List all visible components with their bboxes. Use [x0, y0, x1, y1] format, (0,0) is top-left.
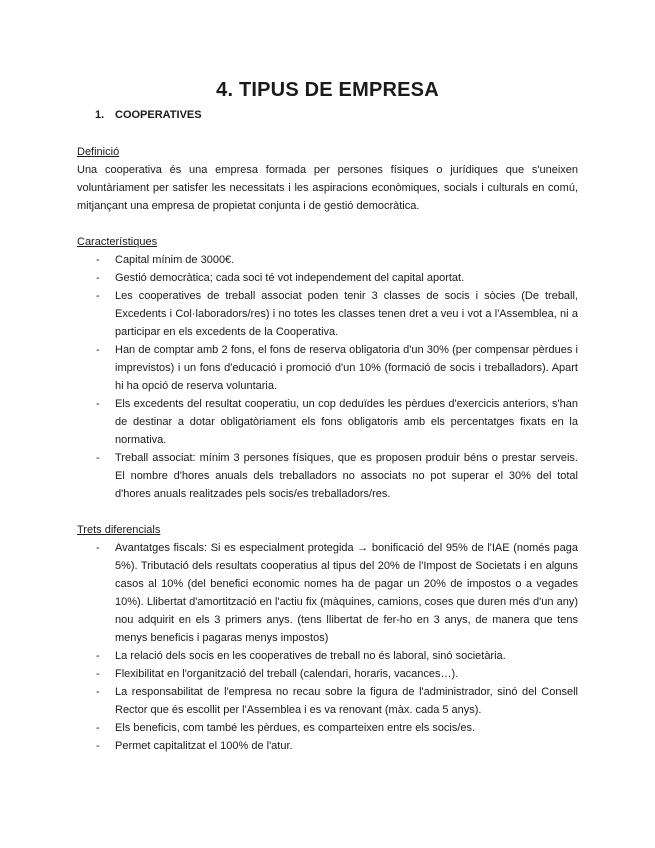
list-item	[77, 683, 578, 719]
list-item-text: Gestió democràtica; cada soci té vot independement del capital aportat.	[115, 272, 465, 284]
trets-list	[77, 539, 578, 755]
list-item-text: Les cooperatives de treball associat poden tenir 3 classes de socis i sòcies (De treball, Excedents i Col·laboradors/res) i no totes les classes tenen dret a veu i vot a l'Assemblea, ni a participar en els excedents de la Cooperativa.	[115, 290, 578, 338]
dash-bullet: -	[96, 344, 100, 356]
trets-section	[77, 521, 578, 755]
list-item	[77, 539, 578, 647]
subheading-number: 1.	[95, 109, 105, 121]
list-item-text: Els beneficis, com també les pèrdues, es comparteixen entre els socis/es.	[115, 722, 476, 734]
list-item	[77, 287, 578, 341]
list-item	[77, 251, 578, 269]
list-item	[77, 719, 578, 737]
definicio-heading: Definició	[77, 146, 120, 158]
dash-bullet: -	[96, 272, 100, 284]
list-item	[77, 647, 578, 665]
list-item	[77, 395, 578, 449]
list-item-text: Han de comptar amb 2 fons, el fons de reserva obligatoria d'un 30% (per compensar pèrdues i imprevistos) i un fons d'educació i promoció d'un 10% (formació de socis i treballadors). Apart hi ha opció de reserva voluntaria.	[115, 344, 578, 392]
dash-bullet: -	[96, 668, 100, 680]
dash-bullet: -	[96, 290, 100, 302]
dash-bullet: -	[96, 686, 100, 698]
section-subheading	[95, 107, 202, 123]
list-item	[77, 269, 578, 287]
definicio-text: Una cooperativa és una empresa formada per persones físiques o jurídiques que s'uneixen voluntàriament per satisfer les necessitats i les aspiracions econòmiques, socials i culturals en comú, mitjançant una empresa de propietat conjunta i de gestió democràtica.	[77, 164, 578, 212]
list-item-text: Permet capitalitzat el 100% de l'atur.	[115, 740, 293, 752]
list-item-text: Avantatges fiscals: Si es especialment protegida → bonificació del 95% de l'IAE (només paga 5%). Tributació dels resultats cooperatius al tipus del 20% de l'Impost de Societats i en alguns casos al 10% (del benefici economic nomes ha de pagar un 20% de impostos o a vegades 10%). Llibertat d'amortització en l'actiu fix (màquines, camions, coses que duren més d'un any) nou adquirit en els 3 primers anys. (tens llibertat de fer-ho en 3 anys, de manera que tens menys beneficis i pagaras menys impostos)	[115, 542, 578, 644]
list-item	[77, 341, 578, 395]
list-item-text: Flexibilitat en l'organització del treball (calendari, horaris, vacances…).	[115, 668, 459, 680]
page-title: 4. TIPUS DE EMPRESA	[216, 79, 439, 101]
list-item-text: La responsabilitat de l'empresa no recau sobre la figura de l'administrador, sinó del Consell Rector que és escollit per l'Assemblea i es va renovant (màx. cada 5 anys).	[115, 686, 578, 716]
caracteristiques-heading: Característiques	[77, 236, 158, 248]
subheading-label: COOPERATIVES	[115, 109, 202, 121]
list-item-text: Capital mínim de 3000€.	[115, 254, 235, 266]
dash-bullet: -	[96, 452, 100, 464]
dash-bullet: -	[96, 650, 100, 662]
dash-bullet: -	[96, 740, 100, 752]
caracteristiques-list	[77, 251, 578, 503]
definicio-section	[77, 143, 578, 215]
dash-bullet: -	[96, 398, 100, 410]
list-item	[77, 665, 578, 683]
caracteristiques-section	[77, 233, 578, 503]
list-item-text: La relació dels socis en les cooperatives de treball no és laboral, sinó societària.	[115, 650, 506, 662]
dash-bullet: -	[96, 722, 100, 734]
dash-bullet: -	[96, 254, 100, 266]
trets-heading: Trets diferencials	[77, 524, 161, 536]
list-item-text: Els excedents del resultat cooperatiu, un cop deduïdes les pèrdues d'exercicis anteriors, s'han de destinar a dotar obligatòriament els fons obligatoris amb els percentatges fixats en la normativa.	[115, 398, 578, 446]
dash-bullet: -	[96, 542, 100, 554]
list-item-text: Treball associat: mínim 3 persones físiques, que es proposen produir béns o prestar serveis. El nombre d'hores anuals dels treballadors no associats no pot superar el 30% del total d'hores anuals realitzades pels socis/es treballadors/res.	[115, 452, 578, 500]
list-item	[77, 449, 578, 503]
list-item	[77, 737, 578, 755]
